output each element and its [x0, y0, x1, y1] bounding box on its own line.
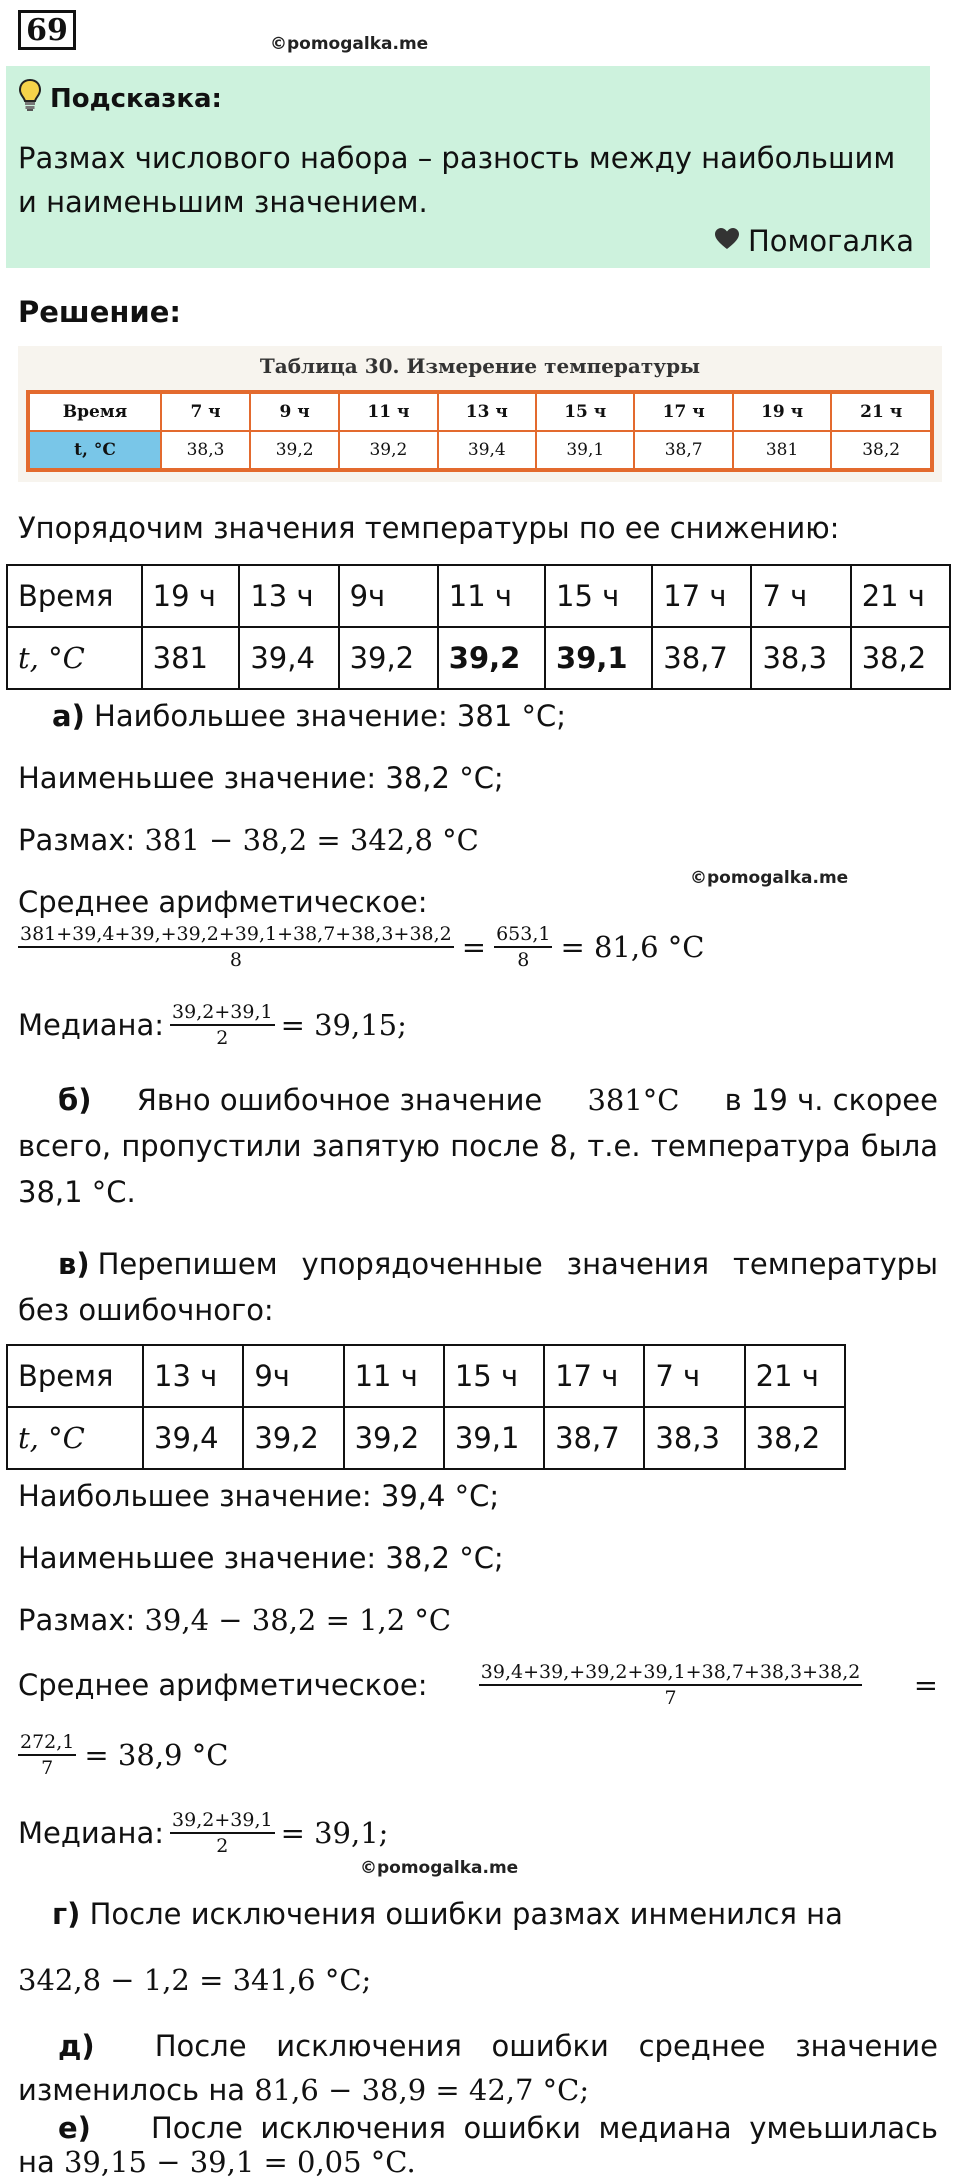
sort-intro: Упорядочим значения температуры по ее снижению:	[18, 511, 840, 545]
table-cell: 19 ч	[142, 565, 240, 627]
table-cell: 11 ч	[438, 565, 545, 627]
part-label: д)	[58, 2029, 95, 2063]
mean-label: Среднее арифметическое:	[18, 1668, 428, 1702]
hint-title: Подсказка:	[50, 83, 222, 114]
numerator: 653,1	[494, 922, 552, 948]
part-d-line1	[18, 2024, 938, 2068]
table-cell: 15 ч	[536, 392, 634, 431]
row-header: t, °C	[28, 431, 161, 470]
part-label: е)	[58, 2111, 91, 2145]
part-v-range	[18, 1598, 451, 1642]
median-label: Медиана:	[18, 1816, 165, 1850]
median-result: = 39,1;	[280, 1816, 389, 1850]
problem-number: 69	[18, 10, 76, 50]
part-b-math: 381°C	[587, 1083, 680, 1117]
watermark: ©pomogalka.me	[270, 34, 429, 54]
numerator: 272,1	[18, 1730, 76, 1756]
hint-title-row	[18, 78, 222, 119]
corrected-table	[6, 1344, 846, 1470]
table-cell: 9ч	[339, 565, 438, 627]
table-cell: 38,7	[652, 627, 751, 689]
table-cell: 19 ч	[733, 392, 831, 431]
hint-signature-text: Помогалка	[748, 224, 914, 258]
part-d-expr: 81,6 − 38,9 = 42,7 °C;	[254, 2073, 590, 2107]
part-b-line1	[18, 1078, 938, 1122]
part-v-mean-result	[18, 1730, 228, 1780]
median-label: Медиана:	[18, 1008, 165, 1042]
table-row	[7, 627, 950, 689]
table-cell: 9ч	[243, 1345, 343, 1407]
mean-result: = 81,6 °C	[560, 930, 705, 964]
table-cell: 39,2	[339, 627, 438, 689]
table-cell: 39,1	[536, 431, 634, 470]
fraction	[18, 1730, 76, 1780]
solution-label: Решение:	[18, 295, 182, 329]
table-cell: 38,3	[644, 1407, 744, 1469]
part-a-min: Наименьшее значение: 38,2 °C;	[18, 761, 504, 795]
part-e-line2	[18, 2140, 416, 2184]
part-label: в)	[58, 1247, 90, 1281]
numerator: 39,4+39,+39,2+39,1+38,7+38,3+38,2	[479, 1660, 863, 1686]
table-row	[28, 431, 932, 470]
table-row	[7, 1345, 845, 1407]
table-cell: 39,2	[438, 627, 545, 689]
part-a-mean-formula	[18, 922, 704, 972]
part-a-max	[52, 694, 566, 738]
mean-result: = 38,9 °C	[84, 1738, 229, 1772]
textbook-table-figure	[18, 346, 942, 482]
part-b-line2: всего, пропустили запятую после 8, т.е. температура была	[18, 1129, 938, 1163]
row-header: t, °C	[7, 627, 142, 689]
part-label: г)	[52, 1897, 81, 1931]
table-cell: 11 ч	[344, 1345, 444, 1407]
table-cell: 381	[142, 627, 240, 689]
table-cell: 7 ч	[751, 565, 850, 627]
table-cell: 17 ч	[544, 1345, 644, 1407]
table-row	[28, 392, 932, 431]
part-g-line1	[52, 1892, 843, 1936]
max-text: Наибольшее значение: 381 °C;	[94, 699, 567, 733]
part-e-text: на	[18, 2145, 55, 2179]
part-v-line2: без ошибочного:	[18, 1293, 274, 1327]
table-cell: 21 ч	[745, 1345, 845, 1407]
textbook-table-title: Таблица 30. Измерение температуры	[259, 354, 701, 378]
table-cell: 38,3	[751, 627, 850, 689]
equals: =	[461, 930, 487, 964]
table-cell: 38,2	[831, 431, 932, 470]
part-b-text: в 19 ч. скорее	[724, 1083, 938, 1117]
watermark: ©pomogalka.me	[360, 1858, 519, 1878]
table-cell: 13 ч	[143, 1345, 243, 1407]
part-a-mean-label: Среднее арифметическое:	[18, 885, 428, 919]
table-cell: 21 ч	[851, 565, 950, 627]
part-g-text: После исключения ошибки размах инменился на	[89, 1897, 843, 1931]
table-cell: 15 ч	[545, 565, 652, 627]
part-v-median	[18, 1808, 388, 1858]
table-cell: 39,2	[250, 431, 339, 470]
table-cell: 38,7	[544, 1407, 644, 1469]
numerator: 39,2+39,1	[170, 1808, 275, 1834]
hint-box	[6, 66, 930, 268]
table-cell: 39,4	[143, 1407, 243, 1469]
hint-signature	[714, 224, 914, 258]
denominator: 7	[41, 1757, 54, 1779]
denominator: 7	[664, 1687, 677, 1709]
table-cell: 11 ч	[339, 392, 437, 431]
table-cell: 38,7	[634, 431, 732, 470]
denominator: 8	[517, 949, 530, 971]
table-cell: 38,2	[745, 1407, 845, 1469]
table-cell: 7 ч	[161, 392, 250, 431]
numerator: 39,2+39,1	[170, 1000, 275, 1026]
table-cell: 39,2	[344, 1407, 444, 1469]
range-expr: 381 − 38,2 = 342,8 °C	[144, 823, 479, 857]
table-cell: 39,2	[339, 431, 437, 470]
part-v-text: Перепишем упорядоченные значения температуры	[97, 1247, 938, 1281]
table-cell: 39,1	[545, 627, 652, 689]
part-v-min: Наименьшее значение: 38,2 °C;	[18, 1541, 504, 1575]
part-v-max: Наибольшее значение: 39,4 °C;	[18, 1479, 500, 1513]
table-cell: 39,1	[444, 1407, 544, 1469]
table-cell: 7 ч	[644, 1345, 744, 1407]
part-v-mean-line	[18, 1660, 938, 1710]
table-row	[7, 1407, 845, 1469]
fraction	[170, 1808, 275, 1858]
denominator: 8	[229, 949, 242, 971]
equals: =	[913, 1668, 938, 1702]
watermark: ©pomogalka.me	[690, 868, 849, 888]
table-cell: 17 ч	[634, 392, 732, 431]
table-cell: 21 ч	[831, 392, 932, 431]
part-g-expr: 342,8 − 1,2 = 341,6 °C;	[18, 1963, 372, 1997]
numerator: 381+39,4+39,+39,2+39,1+38,7+38,3+38,2	[18, 922, 454, 948]
hint-text: Размах числового набора – разность между наибольшим и наименьшим значением.	[18, 141, 896, 219]
part-label: б)	[58, 1083, 92, 1117]
table-cell: 381	[733, 431, 831, 470]
range-label: Размах:	[18, 823, 136, 857]
table-cell: 17 ч	[652, 565, 751, 627]
fraction	[170, 1000, 275, 1050]
part-a-median	[18, 1000, 407, 1050]
row-header: Время	[7, 1345, 143, 1407]
part-e-text: После исключения ошибки медиана умеьшилась	[150, 2111, 938, 2145]
part-label: а)	[52, 699, 85, 733]
table-cell: 13 ч	[438, 392, 536, 431]
fraction	[18, 922, 454, 972]
table-cell: 39,4	[239, 627, 338, 689]
part-v-line1	[18, 1242, 938, 1286]
part-d-text: После исключения ошибки среднее значение	[154, 2029, 938, 2063]
denominator: 2	[216, 1835, 229, 1857]
fraction	[479, 1660, 863, 1710]
table-cell: 38,3	[161, 431, 250, 470]
table-cell: 39,4	[438, 431, 536, 470]
table-cell: 15 ч	[444, 1345, 544, 1407]
table-cell: 39,2	[243, 1407, 343, 1469]
lightbulb-icon	[18, 78, 42, 119]
table-cell: 38,2	[851, 627, 950, 689]
median-result: = 39,15;	[280, 1008, 407, 1042]
denominator: 2	[216, 1027, 229, 1049]
part-b-text: Явно ошибочное значение	[136, 1083, 543, 1117]
range-label: Размах:	[18, 1603, 136, 1637]
row-header: t, °C	[7, 1407, 143, 1469]
part-d-text: изменилось на	[18, 2073, 246, 2107]
table-cell: 13 ч	[239, 565, 338, 627]
sorted-table	[6, 564, 951, 690]
row-header: Время	[28, 392, 161, 431]
heart-icon	[714, 224, 740, 258]
part-a-range	[18, 818, 479, 862]
table-row	[7, 565, 950, 627]
fraction	[494, 922, 552, 972]
part-b-line3: 38,1 °C.	[18, 1175, 136, 1209]
table-cell: 9 ч	[250, 392, 339, 431]
row-header: Время	[7, 565, 142, 627]
textbook-table	[26, 390, 934, 472]
part-e-expr: 39,15 − 39,1 = 0,05 °C.	[63, 2145, 416, 2179]
range-expr: 39,4 − 38,2 = 1,2 °C	[144, 1603, 452, 1637]
